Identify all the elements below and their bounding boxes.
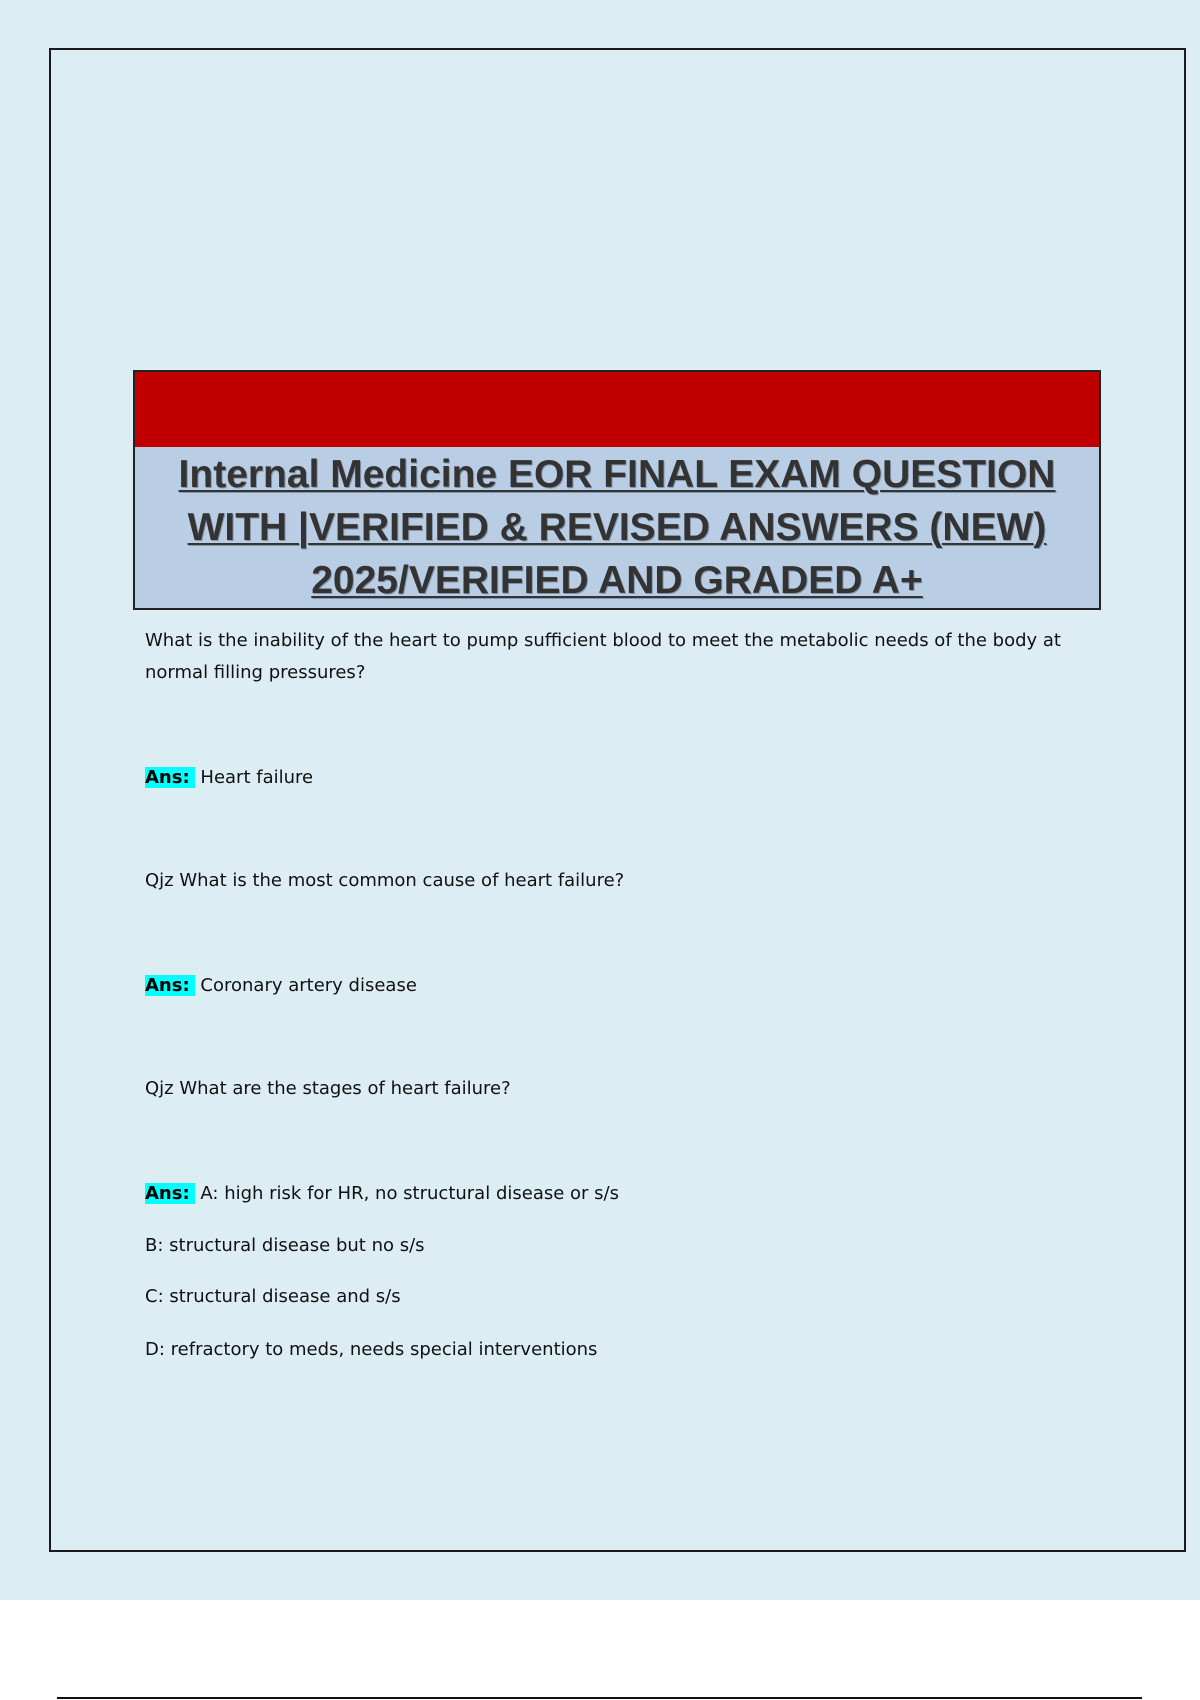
answer-2-text: Coronary artery disease — [200, 975, 417, 996]
answer-3-text: A: high risk for HR, no structural disease or s/s — [200, 1183, 619, 1204]
answer-1-text: Heart failure — [200, 767, 314, 788]
question-2: Qjz What is the most common cause of heart failure? — [145, 870, 625, 891]
answer-2 — [145, 970, 417, 1002]
question-1: What is the inability of the heart to pump sufficient blood to meet the metabolic needs of the body at normal filling pressures? — [145, 630, 1061, 683]
title-line-1: Internal Medicine EOR FINAL EXAM QUESTION — [178, 453, 1056, 496]
ans-label: Ans: — [145, 975, 195, 996]
answer-3 — [145, 1178, 619, 1210]
question-3: Qjz What are the stages of heart failure? — [145, 1078, 511, 1099]
answer-1 — [145, 762, 313, 794]
page-frame — [49, 48, 1186, 1552]
answer-3-line-c: C: structural disease and s/s — [145, 1286, 401, 1307]
answer-3-line-d: D: refractory to meds, needs special interventions — [145, 1339, 598, 1360]
title-box — [133, 370, 1101, 610]
document-title — [135, 448, 1099, 607]
title-line-3: 2025/VERIFIED AND GRADED A+ — [311, 559, 923, 602]
ans-label: Ans: — [145, 1183, 195, 1204]
title-line-2: WITH |VERIFIED & REVISED ANSWERS (NEW) — [187, 506, 1047, 549]
footer-divider — [57, 1697, 1142, 1699]
ans-label: Ans: — [145, 767, 195, 788]
title-red-bar — [135, 372, 1099, 447]
answer-3-line-b: B: structural disease but no s/s — [145, 1235, 425, 1256]
